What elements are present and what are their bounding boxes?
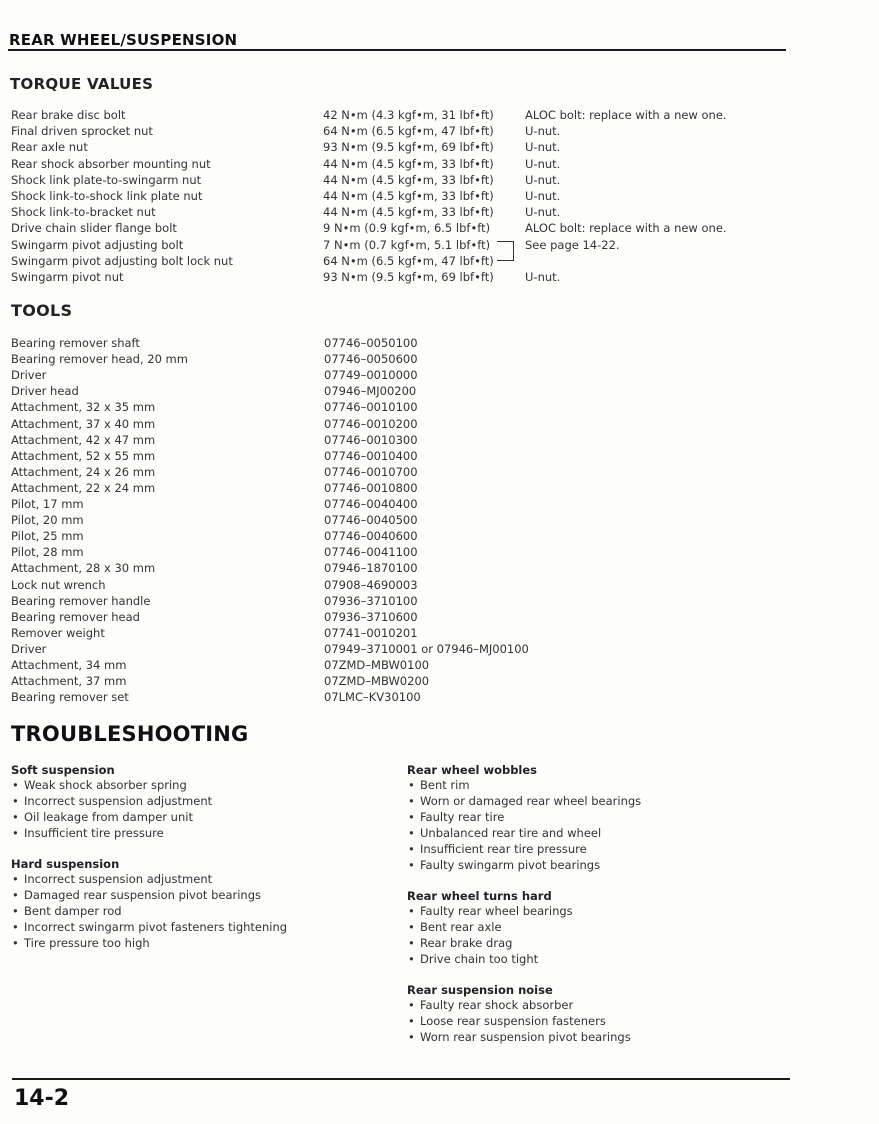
tool-part-number: 07746–0010700 <box>324 464 418 479</box>
tool-part-number: 07746–0010100 <box>324 400 418 415</box>
troubleshooting-list <box>407 997 787 1045</box>
torque-value: 44 N•m (4.5 kgf•m, 33 lbf•ft) <box>323 205 494 220</box>
torque-item: Shock link plate-to-swingarm nut <box>11 172 202 187</box>
troubleshooting-item: • Weak shock absorber spring <box>11 777 371 793</box>
troubleshooting-item: • Faulty rear shock absorber <box>407 997 787 1013</box>
troubleshooting-group-title: Rear wheel wobbles <box>407 763 538 777</box>
troubleshooting-item: • Unbalanced rear tire and wheel <box>407 825 787 841</box>
troubleshooting-right-column <box>407 763 787 1045</box>
torque-value: 93 N•m (9.5 kgf•m, 69 lbf•ft) <box>323 270 494 284</box>
torque-value: 42 N•m (4.3 kgf•m, 31 lbf•ft) <box>323 108 494 122</box>
tool-name: Pilot, 17 mm <box>11 497 84 511</box>
tool-part-number: 07949–3710001 or 07946–MJ00100 <box>324 641 529 656</box>
torque-item: Final driven sprocket nut <box>11 124 153 139</box>
troubleshooting-item: • Bent rear axle <box>407 919 787 935</box>
torque-value: 9 N•m (0.9 kgf•m, 6.5 lbf•ft) <box>323 221 491 236</box>
tool-name: Driver head <box>11 384 79 399</box>
tools-table <box>0 335 879 707</box>
tool-part-number: 07746–0040500 <box>324 513 418 528</box>
troubleshooting-group <box>11 857 371 951</box>
tool-part-number: 07746–0050600 <box>324 352 418 367</box>
header-rule <box>8 49 786 51</box>
troubleshooting-item: • Incorrect suspension adjustment <box>11 793 371 809</box>
troubleshooting-item: • Worn or damaged rear wheel bearings <box>407 793 787 809</box>
tool-name: Remover weight <box>11 625 105 640</box>
tool-name: Driver <box>11 368 47 383</box>
torque-note: U-nut. <box>525 172 561 187</box>
tool-name: Bearing remover head <box>11 609 140 624</box>
tool-name: Attachment, 32 x 35 mm <box>11 400 156 415</box>
torque-value: 64 N•m (6.5 kgf•m, 47 lbf•ft) <box>323 124 494 139</box>
troubleshooting-item: • Insufficient rear tire pressure <box>407 841 787 857</box>
tool-part-number: 07749–0010000 <box>324 368 418 383</box>
tool-part-number: 07ZMD–MBW0200 <box>324 674 430 689</box>
torque-item: Rear shock absorber mounting nut <box>11 156 211 171</box>
troubleshooting-group <box>407 889 787 967</box>
torque-note: U-nut. <box>525 205 561 220</box>
tool-name: Attachment, 28 x 30 mm <box>11 561 156 576</box>
troubleshooting-group-title: Rear wheel turns hard <box>407 889 552 903</box>
tool-part-number: 07746–0041100 <box>324 545 418 560</box>
torque-value: 93 N•m (9.5 kgf•m, 69 lbf•ft) <box>323 140 494 155</box>
tool-name: Attachment, 22 x 24 mm <box>11 480 156 495</box>
torque-values-heading: TORQUE VALUES <box>10 75 154 93</box>
troubleshooting-group-title: Rear suspension noise <box>407 983 553 997</box>
torque-item: Swingarm pivot adjusting bolt lock nut <box>11 253 233 268</box>
torque-item: Swingarm pivot nut <box>11 270 124 284</box>
torque-table <box>0 107 879 287</box>
troubleshooting-group <box>11 763 371 841</box>
troubleshooting-item: • Drive chain too tight <box>407 951 787 967</box>
torque-item: Rear brake disc bolt <box>11 108 126 122</box>
torque-note: U-nut. <box>525 156 561 171</box>
troubleshooting-list <box>407 777 787 873</box>
torque-value: 64 N•m (6.5 kgf•m, 47 lbf•ft) <box>323 253 494 268</box>
tool-name: Driver <box>11 641 47 656</box>
torque-value: 44 N•m (4.5 kgf•m, 33 lbf•ft) <box>323 156 494 171</box>
troubleshooting-list <box>407 903 787 967</box>
troubleshooting-item: • Incorrect swingarm pivot fasteners tightening <box>11 919 371 935</box>
troubleshooting-item: • Damaged rear suspension pivot bearings <box>11 887 371 903</box>
page-header-title: REAR WHEEL/SUSPENSION <box>9 31 238 49</box>
troubleshooting-item: • Oil leakage from damper unit <box>11 809 371 825</box>
torque-item: Drive chain slider flange bolt <box>11 221 177 236</box>
troubleshooting-list <box>11 777 371 841</box>
troubleshooting-item: • Faulty rear wheel bearings <box>407 903 787 919</box>
torque-note: U-nut. <box>525 124 561 139</box>
tool-name: Attachment, 52 x 55 mm <box>11 448 156 463</box>
torque-item: Shock link-to-shock link plate nut <box>11 189 203 203</box>
tool-part-number: 07LMC–KV30100 <box>324 690 421 705</box>
torque-value: 7 N•m (0.7 kgf•m, 5.1 lbf•ft) <box>323 237 491 252</box>
troubleshooting-item: • Bent rim <box>407 777 787 793</box>
torque-note: See page 14-22. <box>525 237 620 252</box>
tool-name: Pilot, 28 mm <box>11 545 84 560</box>
troubleshooting-item: • Worn rear suspension pivot bearings <box>407 1029 787 1045</box>
tool-name: Attachment, 37 mm <box>11 674 127 689</box>
troubleshooting-item: • Loose rear suspension fasteners <box>407 1013 787 1029</box>
torque-bracket <box>497 241 514 261</box>
tool-name: Lock nut wrench <box>11 577 106 592</box>
tool-name: Bearing remover shaft <box>11 336 140 350</box>
troubleshooting-item: • Insufficient tire pressure <box>11 825 371 841</box>
tool-part-number: 07946–1870100 <box>324 561 418 576</box>
troubleshooting-item: • Faulty rear tire <box>407 809 787 825</box>
tool-part-number: 07ZMD–MBW0100 <box>324 658 430 672</box>
torque-value: 44 N•m (4.5 kgf•m, 33 lbf•ft) <box>323 189 494 203</box>
torque-note: ALOC bolt: replace with a new one. <box>525 221 727 236</box>
torque-note: U-nut. <box>525 140 561 155</box>
troubleshooting-group <box>407 763 787 873</box>
tool-part-number: 07741–0010201 <box>324 625 418 640</box>
tool-part-number: 07936–3710600 <box>324 609 418 624</box>
torque-note: U-nut. <box>525 270 561 284</box>
troubleshooting-left-column <box>11 763 371 951</box>
footer-rule <box>12 1078 790 1080</box>
tool-name: Attachment, 37 x 40 mm <box>11 416 156 431</box>
tool-name: Pilot, 25 mm <box>11 529 84 544</box>
tool-name: Bearing remover set <box>11 690 129 705</box>
tool-part-number: 07746–0010400 <box>324 448 418 463</box>
page-number: 14-2 <box>14 1086 70 1111</box>
tool-part-number: 07946–MJ00200 <box>324 384 417 399</box>
torque-note: U-nut. <box>525 189 561 203</box>
troubleshooting-item: • Bent damper rod <box>11 903 371 919</box>
troubleshooting-group <box>407 983 787 1045</box>
tool-name: Attachment, 34 mm <box>11 658 127 672</box>
troubleshooting-list <box>11 871 371 951</box>
troubleshooting-heading: TROUBLESHOOTING <box>11 722 249 746</box>
tool-part-number: 07746–0050100 <box>324 336 418 350</box>
tool-name: Attachment, 42 x 47 mm <box>11 432 156 447</box>
tool-part-number: 07936–3710100 <box>324 593 418 608</box>
tool-name: Bearing remover handle <box>11 593 151 608</box>
tool-part-number: 07908–4690003 <box>324 577 418 592</box>
tool-name: Attachment, 24 x 26 mm <box>11 464 156 479</box>
troubleshooting-item: • Faulty swingarm pivot bearings <box>407 857 787 873</box>
tool-part-number: 07746–0010800 <box>324 480 418 495</box>
tool-part-number: 07746–0040400 <box>324 497 418 511</box>
troubleshooting-item: • Incorrect suspension adjustment <box>11 871 371 887</box>
troubleshooting-item: • Rear brake drag <box>407 935 787 951</box>
tool-name: Pilot, 20 mm <box>11 513 84 528</box>
torque-item: Rear axle nut <box>11 140 88 155</box>
torque-note: ALOC bolt: replace with a new one. <box>525 108 727 122</box>
tool-name: Bearing remover head, 20 mm <box>11 352 188 367</box>
troubleshooting-group-title: Soft suspension <box>11 763 115 777</box>
tool-part-number: 07746–0010200 <box>324 416 418 431</box>
tools-heading: TOOLS <box>11 301 73 320</box>
troubleshooting-item: • Tire pressure too high <box>11 935 371 951</box>
tool-part-number: 07746–0040600 <box>324 529 418 544</box>
tool-part-number: 07746–0010300 <box>324 432 418 447</box>
torque-item: Swingarm pivot adjusting bolt <box>11 237 184 252</box>
troubleshooting-group-title: Hard suspension <box>11 857 120 871</box>
torque-value: 44 N•m (4.5 kgf•m, 33 lbf•ft) <box>323 172 494 187</box>
torque-item: Shock link-to-bracket nut <box>11 205 156 220</box>
